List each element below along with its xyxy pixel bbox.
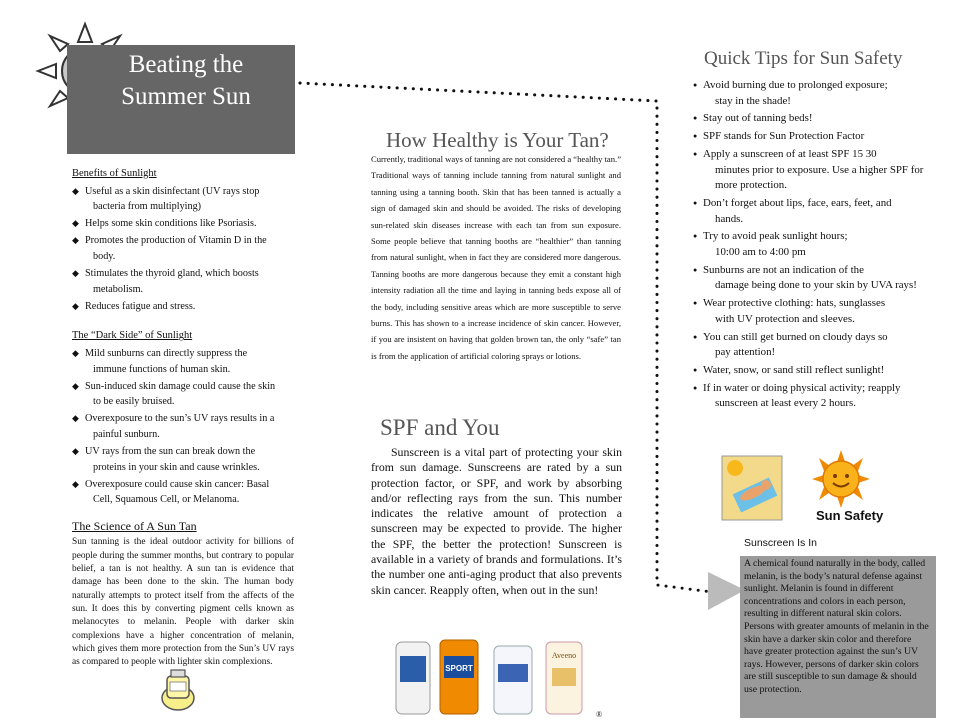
list-item: ● SPF stands for Sun Protection Factor bbox=[693, 129, 936, 145]
list-item: ● Avoid burning due to prolonged exposure; stay in the shade! bbox=[693, 78, 936, 109]
list-item: ● Sunburns are not an indication of the damage being done to your skin by UVA rays! bbox=[693, 263, 936, 294]
sunscreen-bottle-icon bbox=[157, 668, 199, 712]
dark-side-heading: The “Dark Side” of Sunlight bbox=[72, 330, 193, 342]
sun-safety-logo-icon bbox=[806, 450, 876, 508]
list-item: ● Stay out of tanning beds! bbox=[693, 111, 936, 127]
list-item: ● Apply a sunscreen of at least SPF 15 30 minutes prior to exposure. Use a higher SPF for more protection. bbox=[693, 147, 936, 194]
sunscreen-is-in-heading: Sunscreen Is In bbox=[744, 537, 817, 549]
dark-side-list bbox=[72, 346, 294, 508]
list-item: ◆ Reduces fatigue and stress. bbox=[72, 299, 294, 315]
list-item: ● If in water or doing physical activity; reapply sunscreen at least every 2 hours. bbox=[693, 381, 936, 412]
registered-mark: ® bbox=[596, 710, 603, 719]
spf-body: Sunscreen is a vital part of protecting your skin from sun damage. Sunscreens are rated by a sun protection factor, or SPF, and work by absorbing and/or reflecting rays from the sun. This number indicates the relative amount of protection a sunscreen may be expected to provide. The higher the SPF, the better the protection! Sunscreen is available in a variety of brands and formulations. It’s the number one anti-aging product that also prevents skin cancer. Reapply often, when out in the sun! bbox=[371, 445, 622, 597]
list-item: ◆ Sun-induced skin damage could cause the skin to be easily bruised. bbox=[72, 379, 294, 410]
svg-text:Aveeno: Aveeno bbox=[551, 651, 577, 660]
sunbather-icon bbox=[721, 455, 783, 521]
science-heading: The Science of A Sun Tan bbox=[72, 518, 197, 533]
list-item: ● Try to avoid peak sunlight hours; 10:00 am to 4:00 pm bbox=[693, 229, 936, 260]
list-item: ◆ Stimulates the thyroid gland, which boosts metabolism. bbox=[72, 266, 294, 297]
science-body: Sun tanning is the ideal outdoor activity for billions of people during the summer months, but contrary to popular belief, a tan is not healthy. A sun tan is evidence that damage has been done to the skin. The human body naturally attempts to protect itself from the affects of the sun. It does this by converting pigment cells known as melanocytes to melanin. People with darker skin complexions have a higher concentration of melanin, which gives them more protection from the Sun’s UV rays as compared to people with lighter skin complexions. bbox=[72, 537, 294, 668]
tan-body: Currently, traditional ways of tanning are not considered a “healthy tan.” Traditional ways of tanning include tanning from natural sunlight and tanning using a tanning booth. Skin that has been tanned is actually a sign of damaged skin and should be avoided. The risks of developing sun-related skin diseases increase with each tan from sun exposure. Some people believe that tanning booths are “healthier” than tanning from natural sunlight, when in fact they are considered more dangerous. Tanning booths are more dangerous because they emit a constant high intensity radiation all the time and laying in tanning beds expose all of the body, including sensitive areas which are more susceptible to serve burns. This has shown to a increase incidence of skin cancer. However, if you are insistent on having that golden brown tan, the only “safe” tan is from the application of artificial coloring sprays or lotions. bbox=[371, 154, 622, 361]
sunscreen-is-in-body: A chemical found naturally in the body, called melanin, is the body’s natural defense against sunlight. Melanin is found in different concentrations and colors in each person, resulting in different natural skin colors. Persons with greater amounts of melanin in the skin have a darker skin color and therefore have greater protection against the sun’s UV rays. However, persons of darker skin colors are still susceptible to sun damage & should use protection. bbox=[740, 556, 936, 718]
tips-heading: Quick Tips for Sun Safety bbox=[704, 48, 903, 69]
title-box bbox=[67, 45, 295, 154]
list-item: ◆ UV rays from the sun can break down the proteins in your skin and cause wrinkles. bbox=[72, 444, 294, 475]
list-item: ◆ Useful as a skin disinfectant (UV rays stop bacteria from multiplying) bbox=[72, 184, 294, 215]
benefits-heading: Benefits of Sunlight bbox=[72, 168, 157, 179]
sunscreen-bottles-image bbox=[390, 634, 590, 720]
benefits-list bbox=[72, 184, 294, 315]
sun-safety-label: Sun Safety bbox=[816, 508, 884, 523]
list-item: ● Wear protective clothing: hats, sunglasses with UV protection and sleeves. bbox=[693, 296, 936, 327]
list-item: ◆ Mild sunburns can directly suppress the immune functions of human skin. bbox=[72, 346, 294, 377]
list-item: ◆ Helps some skin conditions like Psoriasis. bbox=[72, 216, 294, 232]
list-item: ● Water, snow, or sand still reflect sunlight! bbox=[693, 363, 936, 379]
list-item: ◆ Promotes the production of Vitamin D in the body. bbox=[72, 233, 294, 264]
list-item: ● You can still get burned on cloudy days so pay attention! bbox=[693, 330, 936, 361]
list-item: ◆ Overexposure could cause skin cancer: Basal Cell, Squamous Cell, or Melanoma. bbox=[72, 477, 294, 508]
page-title: Beating the Summer Sun bbox=[121, 51, 251, 110]
tips-list bbox=[693, 78, 936, 414]
list-item: ◆ Overexposure to the sun’s UV rays results in a painful sunburn. bbox=[72, 411, 294, 442]
list-item: ● Don’t forget about lips, face, ears, feet, and hands. bbox=[693, 196, 936, 227]
left-column bbox=[72, 166, 294, 669]
svg-text:SPORT: SPORT bbox=[445, 664, 473, 673]
tan-heading: How Healthy is Your Tan? bbox=[386, 128, 609, 152]
spf-heading: SPF and You bbox=[380, 415, 500, 440]
